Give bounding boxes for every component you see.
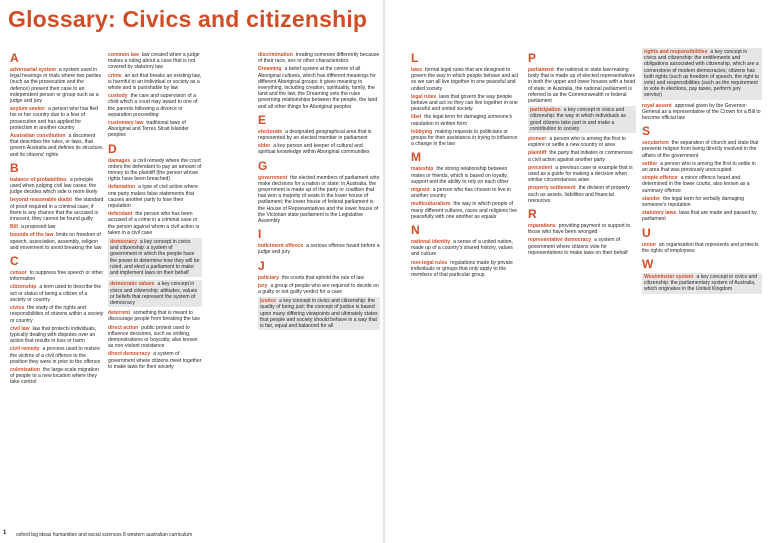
glossary-definition: a designated geographical area that is represented by an elected member in parliament (258, 128, 372, 142)
glossary-definition: the elected members of parliament who make decisions for a nation or state; in Australia, the government is made up of the party or coalition that has won a majority of seats in the lower house of parliament; the lower house of federal parliament is the House of Representatives and the lower house of the Victorian state parliament is the Legislative Assembly (258, 174, 380, 225)
glossary-term: democracy (110, 239, 137, 246)
glossary-term: judiciary (258, 274, 279, 281)
glossary-definition: an organisation that represents and protects the rights of employees (642, 241, 759, 254)
glossary-definition: a sense of a united nation, made up of a country's shared history, values and culture (411, 239, 513, 258)
glossary-term: civil remedy (10, 346, 40, 353)
section-letter: L (411, 51, 419, 65)
section-letter: I (258, 227, 262, 242)
glossary-definition: making requests to politicians or groups for their assistance in trying to influence a change in the law (411, 128, 518, 148)
glossary-entry (411, 201, 519, 220)
glossary-term: citizenship (10, 284, 37, 291)
glossary-entry (642, 273, 762, 294)
glossary-entry (108, 310, 202, 322)
glossary-term: balance of probabilities (10, 176, 67, 183)
glossary-term: censor (10, 270, 27, 277)
glossary-term: asylum seeker (10, 106, 46, 113)
glossary-definition: the way in which people of many different cultures, races and religions live peacefully with one another as equals (411, 201, 518, 220)
section-letter: R (528, 207, 537, 222)
glossary-definition: the legal term for verbally damaging someone's reputation (642, 195, 745, 209)
glossary-definition: a system of government where citizens vote for representatives to make laws on their behalf (528, 237, 628, 256)
glossary-entry (411, 187, 519, 199)
section-letter: B (10, 160, 19, 175)
glossary-definition: traditional laws of Aboriginal and Torres Strait Islander peoples (108, 120, 189, 139)
glossary-definition: a key concept in civics and citizenship: the entitlements and obligations associated with citizenship, which are a cornerstone of modern democracies; citizens has both rights (such as freedom of speech, the right to vote) and responsibilities (such as the requirement to vote in elections, pay taxes, perform jury service) (644, 49, 759, 99)
glossary-term: migrant (411, 187, 430, 194)
glossary-entry (108, 280, 202, 307)
page-number: 1 (3, 530, 7, 536)
glossary-definition: the division of property such as assets, liabilities and financial resources (528, 185, 630, 204)
glossary-term: national identity (411, 239, 451, 246)
glossary-entry (108, 211, 202, 236)
glossary-term: Bill (10, 224, 18, 231)
glossary-column (528, 48, 636, 258)
glossary-term: elder (258, 143, 271, 150)
glossary-definition: a key concept in civics and citizenship: attitudes, values or beliefs that represent the system of democracy (110, 281, 198, 306)
glossary-entry (108, 158, 202, 183)
glossary-entry (108, 93, 202, 118)
glossary-definition: a system of government where citizens meet together to make laws for their society (108, 351, 202, 370)
glossary-term: royal assent (642, 102, 672, 109)
glossary-term: slander (642, 195, 661, 202)
glossary-definition: a serious offence heard before a judge and jury (258, 243, 380, 256)
glossary-term: Westminster system (644, 274, 694, 281)
glossary-term: discrimination (258, 52, 293, 58)
section-letter: D (108, 141, 117, 156)
glossary-entry (258, 275, 380, 281)
glossary-definition: law created when a judge makes a ruling about a case that is not covered by statutory law (108, 52, 200, 71)
glossary-definition: public protest used to influence decisions, such as striking, demonstrations or boycotts; also known as non-violent resistance (108, 324, 198, 350)
glossary-entry (108, 73, 202, 92)
glossary-definition: the person who has been accused of a crime in a criminal case or the person against whom a civil action is taken in a civil case (108, 211, 200, 236)
glossary-column (642, 48, 762, 297)
glossary-term: damages (108, 157, 131, 164)
glossary-entry (10, 284, 104, 303)
glossary-term: reparations (528, 223, 556, 230)
glossary-term: common law (108, 52, 139, 58)
section-letter: J (258, 258, 265, 273)
glossary-definition: the party that initiates or commences a civil action against another party (528, 150, 633, 163)
glossary-entry (642, 175, 762, 194)
glossary-term: legal rules (411, 93, 437, 100)
glossary-entry (258, 243, 380, 255)
glossary-term: Dreaming (258, 66, 282, 73)
glossary-definition: providing payment or support to those who have been wronged (528, 223, 631, 236)
glossary-entry (108, 184, 202, 209)
glossary-term: lobbying (411, 128, 433, 135)
section-letter: E (258, 112, 267, 127)
glossary-term: customary law (108, 120, 144, 127)
section-letter: G (258, 158, 268, 173)
glossary-term: jury (258, 282, 268, 289)
glossary-entry (108, 351, 202, 370)
glossary-definition: a process used to restore the victims of a civil offence to the position they were in prior to the offence (10, 346, 101, 365)
glossary-entry (642, 242, 762, 254)
glossary-term: Australian constitution (10, 133, 66, 140)
glossary-entry (108, 52, 202, 71)
glossary-term: laws (411, 67, 423, 73)
glossary-definition: a person who has fled his or her country due to a fear of prosecution and has applied for protection in another country (10, 106, 98, 131)
glossary-term: direct action (108, 324, 139, 331)
glossary-definition: a key person and keeper of cultural and spiritual knowledge within Aboriginal communities (258, 143, 370, 156)
glossary-entry (642, 48, 762, 100)
glossary-definition: a group of people who are required to decide on a guilty or not guilty verdict for a case (258, 282, 379, 296)
glossary-entry (10, 106, 104, 131)
glossary-entry (528, 106, 636, 133)
glossary-entry (528, 223, 636, 235)
glossary-definition: a system used in legal hearings or trials where two parties (such as the prosecution and the defence) present their case to an independent person or group such as a judge and jury (10, 67, 102, 105)
glossary-term: civics (10, 305, 25, 312)
glossary-entry (258, 297, 380, 330)
glossary-entry (642, 210, 762, 222)
glossary-term: colonisation (10, 366, 40, 373)
glossary-definition: a term used to describe the act or status of being a citizen of a society or country (10, 284, 102, 303)
glossary-term: participation (530, 107, 561, 114)
glossary-entry (10, 326, 104, 345)
glossary-definition: the strong relationship between mates or friends, which is based on loyalty, support and the ability to rely on each other (411, 166, 509, 185)
glossary-term: secularism (642, 140, 669, 147)
glossary-column (108, 52, 202, 372)
glossary-entry (411, 129, 519, 148)
glossary-entry (528, 185, 636, 204)
glossary-entry (258, 143, 380, 155)
section-letter: S (642, 124, 651, 139)
page-title: Glossary: Civics and citizenship (8, 6, 368, 32)
glossary-entry (411, 239, 519, 258)
glossary-entry (528, 67, 636, 104)
glossary-definition: a previous case or example that is used as a guide for making a decision when similar circumstances arise (528, 164, 633, 184)
glossary-term: settler (642, 160, 658, 167)
glossary-definition: laws that are made and passed by parliament (642, 210, 757, 223)
glossary-entry (411, 94, 519, 113)
glossary-entry (258, 52, 380, 64)
section-letter: U (642, 225, 651, 240)
glossary-term: property settlement (528, 185, 576, 192)
glossary-definition: formal legal rules that are designed to govern the way in which people behave and act so we can all live together in one peaceful and united society (411, 67, 519, 92)
glossary-term: union (642, 241, 656, 248)
glossary-definition: limits on freedom of speech, association, assembly, religion and movement to avoid breaking the law (10, 232, 102, 251)
glossary-term: non-legal rules (411, 259, 448, 266)
glossary-definition: treating someone differently because of their race, sex or other characteristics (258, 52, 380, 65)
glossary-definition: the study of the rights and responsibilities of citizens within a society or country (10, 305, 104, 324)
glossary-definition: a minor offence heard and determined in the lower courts, also known as a summary offence (642, 175, 750, 194)
section-letter: N (411, 223, 420, 238)
glossary-entry (108, 238, 202, 277)
glossary-term: justice (260, 298, 277, 305)
glossary-entry (10, 197, 104, 222)
section-letter: P (528, 51, 537, 65)
glossary-entry (411, 166, 519, 185)
glossary-entry (10, 133, 104, 158)
glossary-term: plaintiff (528, 150, 547, 157)
glossary-entry (528, 165, 636, 184)
glossary-term: government (258, 174, 288, 181)
glossary-definition: a person who is among the first to explore or settle a new country or area (528, 136, 626, 149)
page-gutter (383, 0, 385, 543)
glossary-entry (642, 161, 762, 173)
glossary-term: rights and responsibilities (644, 49, 708, 55)
section-letter: W (642, 257, 654, 272)
glossary-column (10, 48, 104, 388)
glossary-entry (528, 237, 636, 256)
glossary-term: defendant (108, 211, 133, 218)
glossary-definition: a person who is among the first to settle in an area that was previously unoccupied (642, 160, 756, 174)
glossary-term: direct democracy (108, 351, 151, 358)
glossary-definition: something that is meant to discourage people from breaking the law (108, 310, 200, 323)
glossary-definition: a principle used when judging civil law cases; the judge decides which side is more likely (10, 176, 98, 196)
glossary-entry (258, 175, 380, 225)
glossary-term: statutory laws (642, 210, 677, 217)
glossary-definition: regulations made by private individuals or groups that only apply to the members of that particular group (411, 259, 513, 279)
footer-text: oxford big ideas humanities and social sciences 8 western australian curriculum (16, 532, 193, 538)
glossary-term: parliament (528, 67, 554, 73)
glossary-entry (642, 140, 762, 159)
glossary-entry (642, 196, 762, 208)
glossary-entry (258, 283, 380, 295)
glossary-entry (10, 367, 104, 386)
glossary-entry (258, 129, 380, 141)
glossary-term: crime (108, 72, 122, 79)
glossary-definition: law that protects individuals, typically dealing with disputes over an action that results in loss or harm (10, 325, 97, 345)
section-letter: A (10, 51, 19, 65)
glossary-definition: a key concept in civics and citizenship: the parliamentary system of Australia, which originates in the United Kingdom (644, 274, 758, 293)
glossary-term: beyond reasonable doubt (10, 197, 72, 204)
glossary-definition: a key concept in civics and citizenship: the quality of being just; the concept of justice is based upon many differing viewpoints and ultimately states that people and society should behave in a way that is fair, equal and balanced for all (260, 298, 378, 330)
glossary-definition: the care and supervision of a child which a court may award to one of the parents following a divorce or separation proceeding (108, 93, 198, 118)
glossary-definition: the separation of church and state that prevents religion from being directly involved in the affairs of the government (642, 140, 759, 159)
glossary-term: libel (411, 114, 422, 121)
glossary-definition: a document that describes the rules, or laws, that govern Australia and defines its structure, and its citizens' rights (10, 133, 104, 158)
glossary-term: electorate (258, 128, 283, 135)
glossary-entry (108, 325, 202, 350)
glossary-entry (10, 177, 104, 196)
glossary-entry (411, 67, 519, 92)
glossary-entry (10, 305, 104, 324)
glossary-definition: the large-scale migration of people to a new location where they take control (10, 366, 99, 386)
glossary-entry (10, 224, 104, 230)
glossary-definition: a key concept in civics and citizenship: the way in which individuals as good citizens take part in and make a contribution to society (530, 107, 626, 132)
glossary-term: precedent (528, 164, 553, 171)
glossary-entry (528, 136, 636, 148)
glossary-definition: to suppress free speech or other information (10, 270, 104, 283)
glossary-term: pioneer (528, 136, 547, 143)
glossary-term: deterrent (108, 310, 131, 317)
glossary-definition: the standard of proof required in a criminal case; if there is any chance that the accused is innocent, they cannot be found guilty (10, 197, 104, 223)
glossary-definition: laws that govern the way people behave and act so they can live together in one peaceful and united society (411, 93, 518, 113)
glossary-column (411, 48, 519, 280)
glossary-entry (10, 270, 104, 282)
glossary-definition: a person who has chosen to live in another country (411, 187, 511, 200)
glossary-entry (411, 260, 519, 279)
glossary-entry (10, 67, 104, 104)
glossary-term: indictment offence (258, 243, 304, 250)
glossary-definition: a proposed law (20, 224, 56, 231)
glossary-definition: the legal term for damaging someone's reputation in written form (411, 114, 513, 127)
glossary-term: mateship (411, 166, 434, 173)
glossary-term: custody (108, 93, 128, 100)
glossary-entry (10, 346, 104, 365)
glossary-entry (528, 150, 636, 162)
glossary-entry (258, 66, 380, 109)
glossary-term: bounds of the law (10, 232, 54, 239)
glossary-entry (411, 114, 519, 126)
glossary-definition: a belief system at the centre of all Aboriginal cultures, which has different meanings for different Aboriginal groups; it gives meaning to everything, including creation, spirituality, family, the land and the law; the Dreaming sets the rules governing relationships between the people, the land and all other things for Aboriginal peoples (258, 66, 378, 110)
section-letter: C (10, 254, 19, 269)
glossary-definition: a civil remedy where the court orders the defendant to pay an amount of money to the plaintiff (the person whose rights have been breached) (108, 157, 202, 183)
glossary-term: multiculturalism (411, 201, 451, 208)
glossary-term: adversarial system (10, 67, 56, 73)
glossary-term: democratic values (110, 281, 155, 288)
glossary-term: representative democracy (528, 237, 592, 244)
glossary-term: simple offence (642, 175, 678, 182)
glossary-term: civil law (10, 325, 30, 332)
glossary-definition: the courts that uphold the rule of law (281, 274, 365, 281)
section-letter: M (411, 150, 421, 165)
glossary-entry (10, 232, 104, 251)
glossary-definition: approval given by the Governor-General as a representative of the Crown for a Bill to become official law (642, 102, 761, 122)
glossary-column (258, 52, 380, 333)
glossary-entry (108, 120, 202, 139)
glossary-definition: a type of civil action where one party makes false statements that causes another party to lose their reputation (108, 184, 198, 210)
glossary-definition: the national or state law-making body that is made up of elected representatives in both the upper and lower houses with a head of state; in Australia, the national parliament is referred to as the Commonwealth or federal parliament (528, 67, 636, 105)
page-footer (10, 532, 192, 538)
glossary-term: defamation (108, 184, 136, 191)
glossary-definition: an act that breaks an existing law, is harmful to an individual or society as a whole and is punishable by law (108, 72, 202, 92)
glossary-entry (642, 103, 762, 122)
glossary-definition: a key concept in civics and citizenship: a system of government in which the people have the power to determine how they will be ruled, and elect a parliament to make and implement laws on their behalf (110, 239, 200, 277)
